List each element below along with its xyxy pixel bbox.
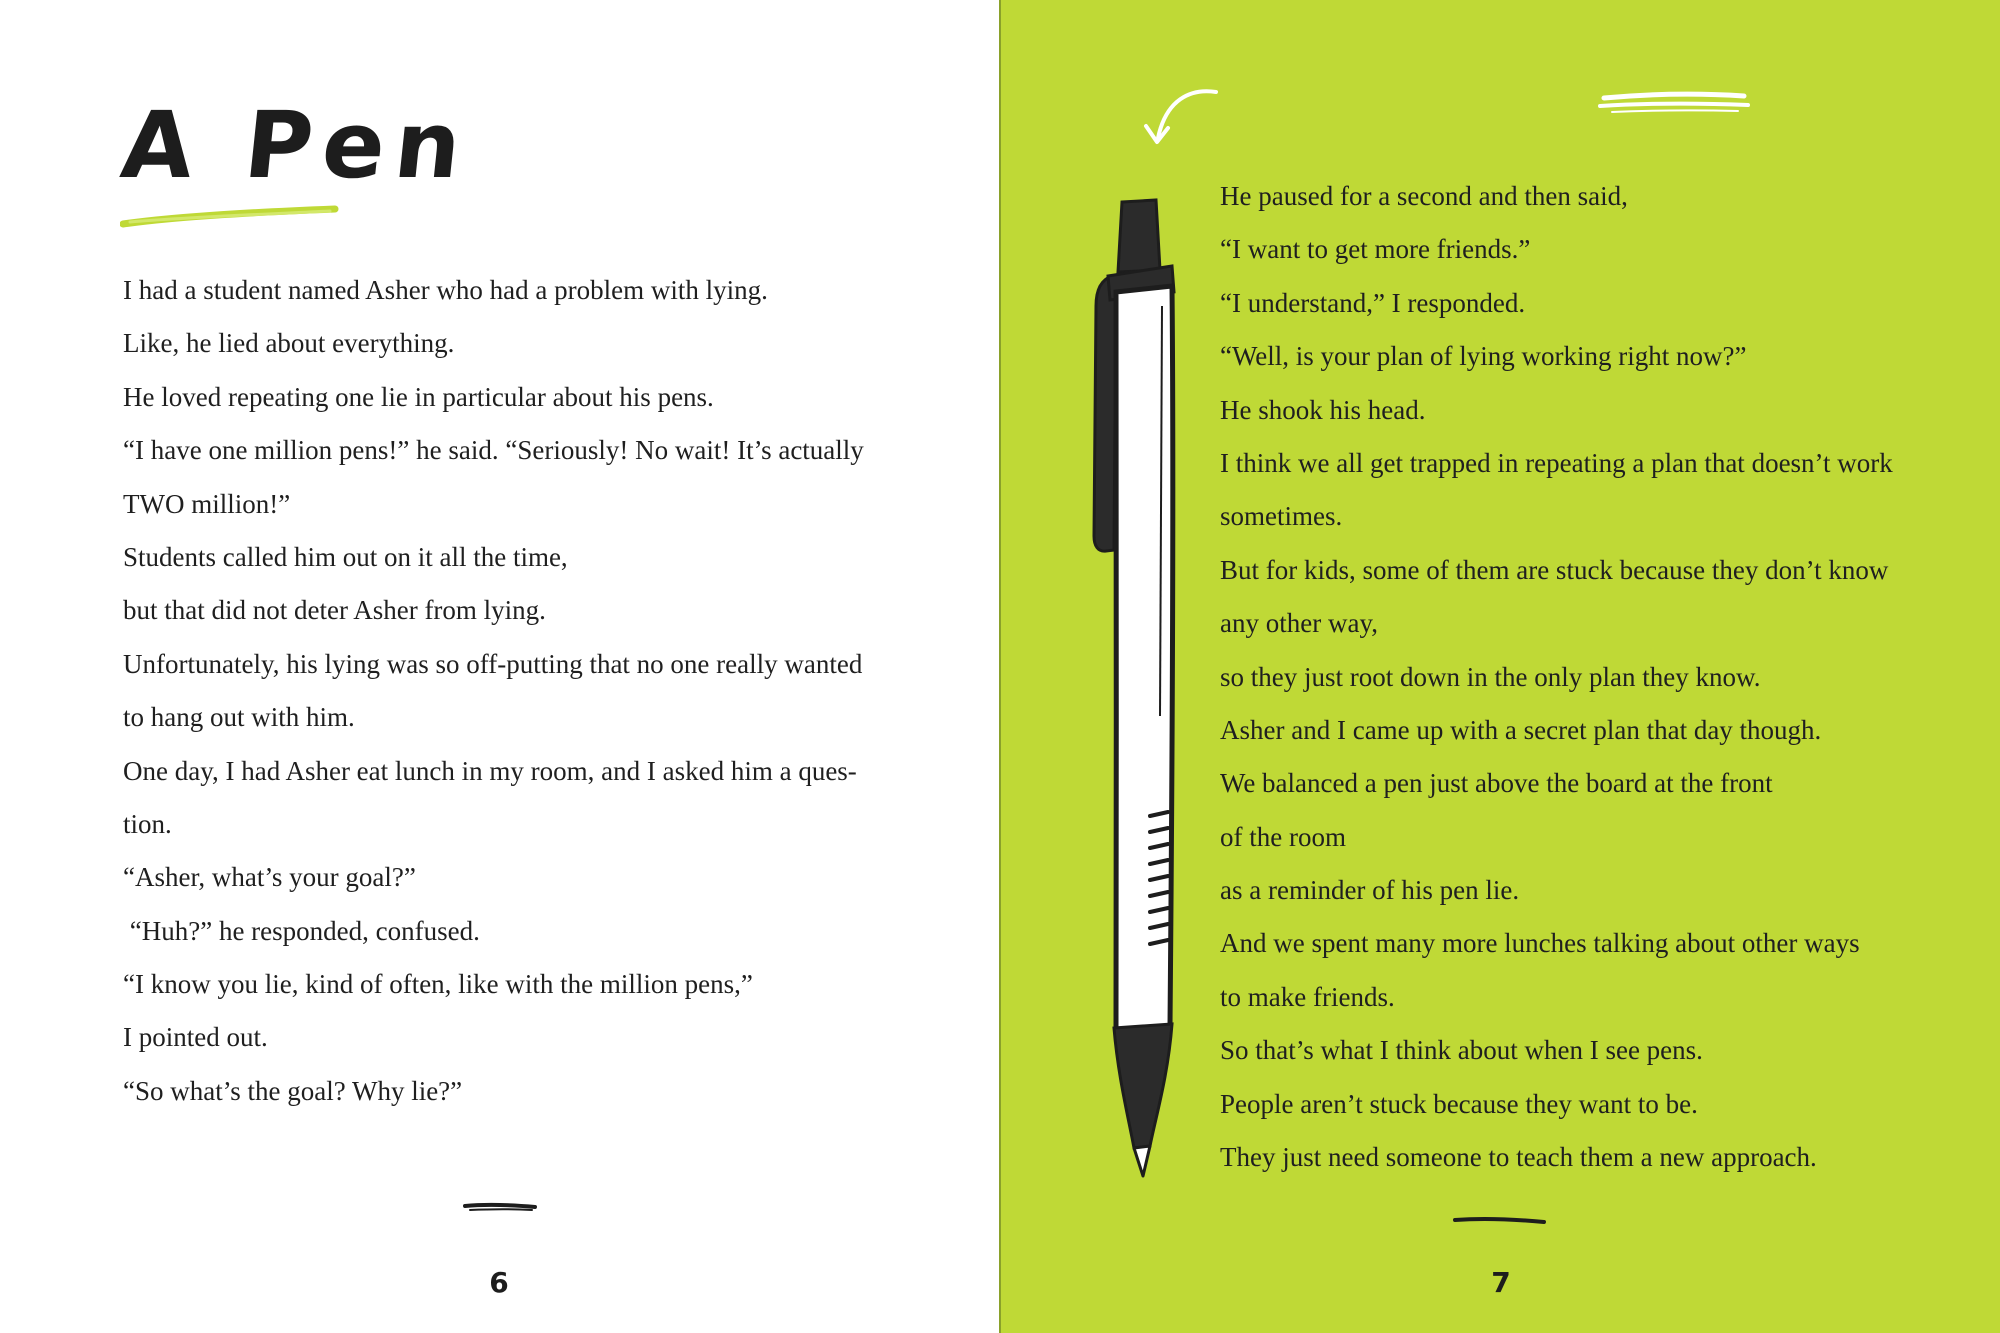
text-line: “I have one million pens!” he said. “Seriously! No wait! It’s actually — [123, 435, 864, 466]
text-line: I had a student named Asher who had a problem with lying. — [123, 275, 768, 305]
text-line: Asher and I came up with a secret plan that day though. — [1220, 714, 1822, 745]
text-line: Students called him out on it all the time, — [123, 541, 568, 572]
text-line: as a reminder of his pen lie. — [1220, 875, 1520, 906]
text-line: Like, he lied about everything. — [123, 328, 455, 359]
text-line: tion. — [123, 808, 172, 839]
text-line: Unfortunately, his lying was so off-putting that no one really wanted — [123, 648, 863, 679]
text-line: And we spent many more lunches talking about other ways — [1220, 928, 1860, 959]
curved-arrow-icon — [1140, 86, 1220, 152]
text-line: “Well, is your plan of lying working right now?” — [1220, 341, 1747, 372]
text-line: TWO million!” — [123, 488, 291, 519]
text-line: sometimes. — [1220, 501, 1343, 532]
text-line: People aren’t stuck because they want to be. — [1220, 1088, 1698, 1119]
brush-stroke-divider — [462, 1198, 538, 1216]
text-line: They just need someone to teach them a new approach. — [1220, 1142, 1817, 1173]
page-number: 7 — [1491, 1266, 1511, 1299]
text-line: I think we all get trapped in repeating a plan that doesn’t work — [1220, 447, 1893, 478]
text-line: to make friends. — [1220, 981, 1395, 1012]
right-body-text — [1220, 170, 1893, 1184]
pen-illustration — [1076, 196, 1186, 1186]
page-number: 6 — [489, 1266, 509, 1299]
text-line: He paused for a second and then said, — [1220, 181, 1628, 211]
page-gutter — [999, 0, 1001, 1333]
text-line: He shook his head. — [1220, 394, 1426, 425]
text-line: “Asher, what’s your goal?” — [123, 862, 416, 893]
text-line: but that did not deter Asher from lying. — [123, 595, 546, 626]
text-line: We balanced a pen just above the board at the front — [1220, 768, 1773, 799]
brush-stroke-divider — [1452, 1212, 1548, 1230]
text-line: so they just root down in the only plan they know. — [1220, 661, 1761, 692]
text-line: “I want to get more friends.” — [1220, 234, 1531, 265]
text-line: One day, I had Asher eat lunch in my room, and I asked him a ques- — [123, 755, 857, 786]
text-line: “I know you lie, kind of often, like with the million pens,” — [123, 969, 753, 1000]
title-underline — [120, 202, 340, 232]
text-line: But for kids, some of them are stuck because they don’t know — [1220, 554, 1889, 585]
text-line: any other way, — [1220, 608, 1378, 639]
text-line: of the room — [1220, 821, 1346, 852]
text-line: “I understand,” I responded. — [1220, 287, 1526, 318]
text-line: So that’s what I think about when I see pens. — [1220, 1035, 1703, 1066]
text-line: “Huh?” he responded, confused. — [123, 915, 480, 946]
chapter-title: A Pen — [116, 92, 477, 199]
brush-stroke-decoration — [1598, 88, 1750, 118]
text-line: He loved repeating one lie in particular about his pens. — [123, 381, 714, 412]
text-line: to hang out with him. — [123, 702, 355, 733]
text-line: “So what’s the goal? Why lie?” — [123, 1075, 463, 1106]
left-body-text — [123, 264, 864, 1118]
text-line: I pointed out. — [123, 1022, 268, 1053]
